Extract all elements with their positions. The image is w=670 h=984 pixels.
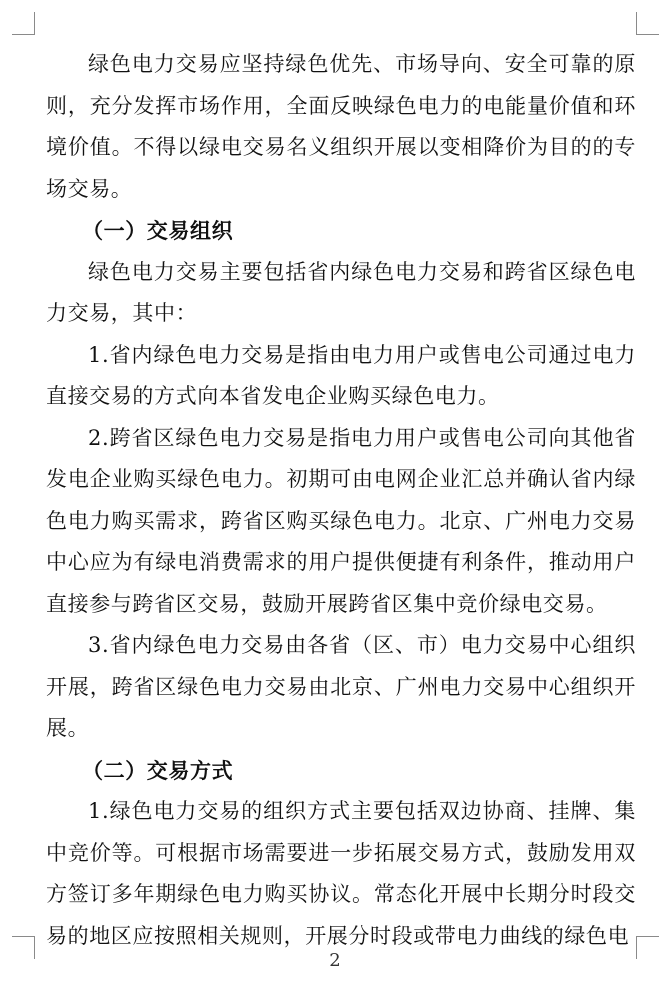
crop-mark-top-right	[636, 12, 659, 35]
paragraph-principles: 绿色电力交易应坚持绿色优先、市场导向、安全可靠的原则，充分发挥市场作用，全面反映绿色电力的电能量价值和环境价值。不得以绿电交易名义组织开展以变相降价为目的的专场交易。	[46, 52, 636, 201]
paragraph-item-1-provincial: 1.省内绿色电力交易是指由电力用户或售电公司通过电力直接交易的方式向本省发电企业购买绿色电力。	[46, 342, 636, 408]
paragraph-trade-scope: 绿色电力交易主要包括省内绿色电力交易和跨省区绿色电力交易，其中：	[46, 259, 636, 325]
paragraph-method-1: 1.绿色电力交易的组织方式主要包括双边协商、挂牌、集中竞价等。可根据市场需要进一步拓展交易方式，鼓励发用双方签订多年期绿色电力购买协议。常态化开展中长期分时段交易的地区应按照相关规则，开展分时段或带电力曲线的绿色电	[46, 799, 636, 948]
section-heading-organization: （一）交易组织	[82, 218, 234, 243]
paragraph-item-2-cross-provincial: 2.跨省区绿色电力交易是指电力用户或售电公司向其他省发电企业购买绿色电力。初期可由电网企业汇总并确认省内绿色电力购买需求，跨省区购买绿色电力。北京、广州电力交易中心应为有绿电消费需求的用户提供便捷有利条件，推动用户直接参与跨省区交易，鼓励开展跨省区集中竞价绿电交易。	[46, 425, 636, 616]
crop-mark-top-left	[12, 12, 35, 35]
paragraph-item-3-organizers: 3.省内绿色电力交易由各省（区、市）电力交易中心组织开展，跨省区绿色电力交易由北京、广州电力交易中心组织开展。	[46, 633, 636, 740]
document-body	[46, 44, 636, 957]
page-number: 2	[329, 950, 341, 971]
section-heading-trade-method: （二）交易方式	[82, 757, 234, 783]
